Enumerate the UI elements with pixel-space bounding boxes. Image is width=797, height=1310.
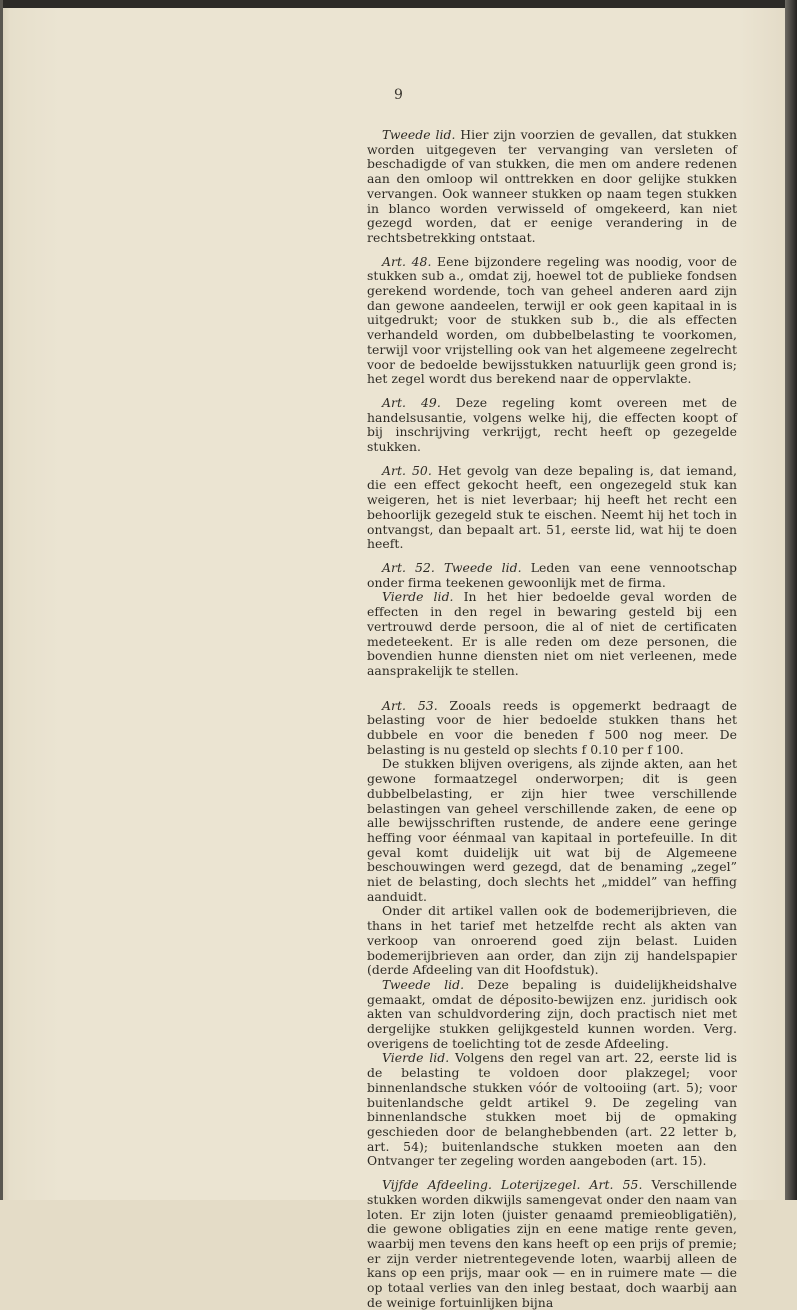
paragraph-tweede-lid [367,128,737,246]
paragraph-art-53-stukken [367,757,737,904]
paragraph-lead: Vierde lid. [382,1050,450,1066]
body-text [367,128,737,1310]
paragraph-text: Eene bijzondere regeling was noodig, voor de stukken sub a., omdat zij, hoewel tot de publieke fondsen gerekend wordende, toch van geheel anderen aard zijn dan gewone aandeelen, terwijl er ook geen kapitaal in is uitgedrukt; voor de stukken sub b., die als effecten verhandeld worden, om dubbelbelasting te voorkomen, terwijl voor vrijstelling ook van het algemeene zegelrecht voor de bedoelde bewijsstukken natuurlijk geen grond is; het zegel wordt dus berekend naar de oppervlakte. [367,253,737,387]
paragraph-lead: Vierde lid. [382,589,454,605]
paragraph-lead: Art. 49. [382,394,441,410]
scan-border-top [0,0,797,8]
paragraph-text: Zooals reeds is opgemerkt bedraagt de belasting voor de hier bedoelde stukken thans het dubbele en voor die beneden f 500 nog meer. De belasting is nu gesteld op slechts f 0.10 per f 100. [367,697,737,757]
paragraph-text: Onder dit artikel vallen ook de bodemerijbrieven, die thans in het tarief met hetzelfde recht als akten van verkoop van onroerend goed zijn belast. Luiden bodemerijbrieven aan order, dan zijn zij handelspapier (derde Afdeeling van dit Hoofdstuk). [367,903,737,978]
scan-border-left [0,0,3,1200]
paragraph-lead: Art. 52. Tweede lid. [382,559,522,575]
paragraph-art-52-vierde-lid [367,590,737,678]
paragraph-lead: Art. 53. [382,697,438,713]
paragraph-art-49 [367,396,737,455]
paragraph-text: Deze regeling komt overeen met de handelsusantie, volgens welke hij, die effecten koopt of bij inschrijving verkrijgt, recht heeft op gezegelde stukken. [367,394,737,455]
paragraph-lead: Art. 50. [382,462,432,478]
paragraph-art-53-tweede-lid [367,978,737,1052]
paragraph-art-53 [367,699,737,758]
paragraph-art-53-vierde-lid [367,1051,737,1169]
paragraph-lead: Art. 48. [382,253,432,269]
paragraph-text: Verschillende stukken worden dikwijls samengevat onder den naam van loten. Er zijn loten (juister genaamd premieobligatiën), die gewone obligaties zijn en eene matige rente geven, waarbij men tevens den kans heeft op een prijs of premie; er zijn verder nietrentegevende loten, waarbij alleen de kans op een prijs, maar ook — en in ruimere mate — die op totaal verlies van den inleg bestaat, doch waarbij aan de weinige fortuinlijken bijna [367,1177,737,1310]
page-number: 9 [394,87,403,103]
paragraph-text: Volgens den regel van art. 22, eerste lid is de belasting te voldoen door plakzegel; voor binnenlandsche stukken vóór de voltooiing (art. 5); voor buitenlandsche geldt artikel 9. De zegeling van binnenlandsche stukken moet bij de opmaking geschieden door de belanghebbenden (art. 22 letter b, art. 54); buitenlandsche stukken moeten aan den Ontvanger ter zegeling worden aangeboden (art. 15). [367,1050,737,1169]
paragraph-art-53-bodemerij [367,904,737,978]
paragraph-art-55 [367,1178,737,1310]
paragraph-text: Deze bepaling is duidelijkheidshalve gemaakt, omdat de déposito-bewijzen enz. juridisch ook akten van schuldvordering zijn, doch practisch niet met dergelijke stukken gelijkgesteld kunnen worden. Verg. overigens de toelichting tot de zesde Afdeeling. [367,976,737,1051]
paragraph-text: Het gevolg van deze bepaling is, dat iemand, die een effect gekocht heeft, een ongezegeld stuk kan weigeren, het is niet leverbaar; hij heeft het recht een behoorlijk gezegeld stuk te eischen. Neemt hij het toch in ontvangst, dan bepaalt art. 51, eerste lid, wat hij te doen heeft. [367,462,737,552]
paragraph-text: Hier zijn voorzien de gevallen, dat stukken worden uitgegeven ter vervanging van versleten of beschadigde of van stukken, die men om andere redenen aan den omloop wil onttrekken en door gelijke stukken vervangen. Ook wanneer stukken op naam tegen stukken in blanco worden verwisseld of omgekeerd, kan niet gezegd worden, dat er eenige verandering in de rechtsbetrekking ontstaat. [367,127,737,245]
paragraph-text: Leden van eene vennootschap onder firma teekenen gewoonlijk met de firma. [367,559,737,590]
paragraph-art-52 [367,561,737,590]
paragraph-text: In het hier bedoelde geval worden de effecten in den regel in bewaring gesteld bij een vertrouwd derde persoon, die al of niet de certificaten medeteekent. Er is alle reden om deze personen, die bovendien hunne diensten niet om niet verleenen, mede aansprakelijk te stellen. [367,589,737,678]
paragraph-lead: Tweede lid. [382,127,456,142]
scan-border-right [785,0,797,1200]
paragraph-art-50 [367,464,737,552]
paragraph-lead: Vijfde Afdeeling. Loterijzegel. Art. 55. [382,1177,643,1193]
paragraph-text: De stukken blijven overigens, als zijnde akten, aan het gewone formaatzegel onderworpen; dit is geen dubbelbelasting, er zijn hier twee verschillende belastingen van geheel verschillende zaken, de eene op alle bewijsschriften rustende, de andere eene geringe heffing voor éénmaal van kapitaal in portefeuille. In dit geval komt duidelijk uit wat bij de Algemeene beschouwingen werd gezegd, dat de benaming „zegel” niet de belasting, doch slechts het „middel” van heffing aanduidt. [367,756,737,904]
paragraph-lead: Tweede lid. [382,976,465,992]
paragraph-art-48 [367,255,737,387]
